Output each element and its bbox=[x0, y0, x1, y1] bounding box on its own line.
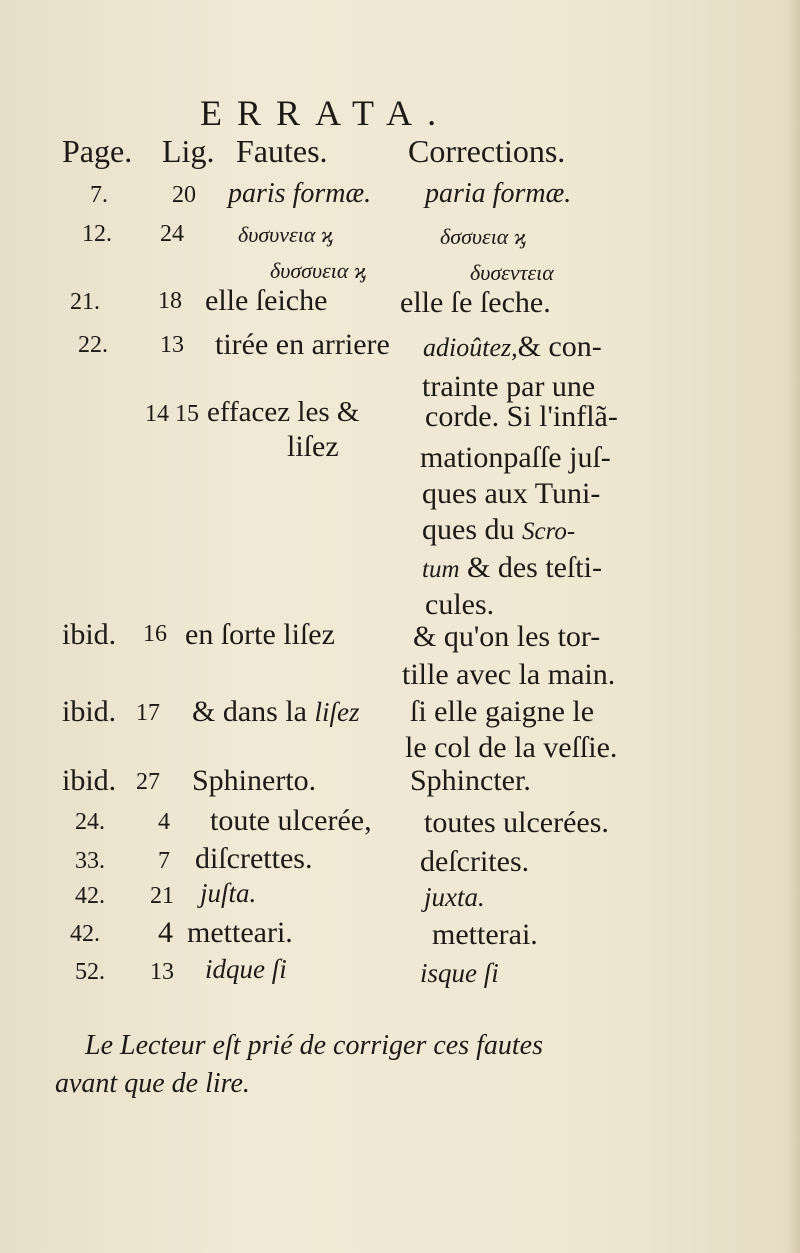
row-page: ibid. bbox=[62, 695, 117, 728]
row-faute: Sphinerto. bbox=[192, 764, 317, 797]
row-correction: paria formæ. bbox=[425, 178, 572, 209]
row-faute: metteari. bbox=[187, 916, 293, 949]
row-correction: deſcrites. bbox=[420, 845, 530, 878]
row-page: 24. bbox=[75, 809, 105, 835]
row-page: ibid. bbox=[62, 618, 117, 651]
row-correction: δυσεντεια bbox=[470, 260, 554, 285]
row-faute: toute ulcerée, bbox=[210, 804, 372, 837]
row-correction: corde. Si l'inflã- bbox=[425, 400, 618, 433]
row-page: 33. bbox=[75, 848, 105, 874]
row-lig: 4 bbox=[158, 809, 170, 835]
row-lig: 20 bbox=[172, 182, 196, 208]
row-correction: tille avec la main. bbox=[402, 658, 616, 691]
row-page: ibid. bbox=[62, 764, 117, 797]
row-correction: Sphincter. bbox=[410, 764, 531, 797]
row-faute: diſcrettes. bbox=[195, 842, 313, 875]
row-faute: δυσσυεια ϗ bbox=[270, 258, 367, 283]
header-fautes: Fautes. bbox=[236, 133, 328, 169]
row-lig: 4 bbox=[158, 916, 173, 949]
header-corrections: Corrections. bbox=[408, 133, 566, 169]
row-faute: juſta. bbox=[200, 878, 257, 908]
row-faute: & dans la liſez bbox=[192, 695, 360, 728]
row-correction: ques aux Tuni- bbox=[422, 477, 601, 510]
row-faute: tirée en arriere bbox=[215, 328, 390, 361]
row-lig: 7 bbox=[158, 848, 170, 874]
row-correction: δσσυεια ϗ bbox=[440, 224, 527, 249]
row-correction: mationpaſſe juſ- bbox=[420, 441, 611, 474]
row-lig: 17 bbox=[136, 700, 160, 726]
header-page: Page. bbox=[62, 133, 133, 169]
row-lig: 24 bbox=[160, 221, 184, 247]
row-correction: le col de la veſſie. bbox=[405, 731, 618, 764]
row-faute: en ſorte liſez bbox=[185, 618, 335, 651]
row-faute: effacez les & bbox=[207, 396, 360, 428]
row-page: 52. bbox=[75, 959, 105, 985]
row-lig: 16 bbox=[143, 621, 167, 647]
row-lig: 21 bbox=[150, 883, 174, 909]
row-correction: trainte par une bbox=[422, 370, 596, 403]
row-page: 22. bbox=[78, 332, 108, 358]
row-correction: ſi elle gaigne le bbox=[410, 695, 595, 728]
page-edge bbox=[786, 0, 800, 1253]
row-correction: isque ſi bbox=[420, 958, 499, 988]
row-faute: liſez bbox=[287, 430, 339, 463]
row-faute: elle ſeiche bbox=[205, 284, 328, 317]
row-page: 21. bbox=[70, 289, 100, 315]
row-correction: cules. bbox=[425, 588, 495, 621]
row-correction: ques du Scro- bbox=[422, 513, 576, 546]
row-correction: adioûtez,& con- bbox=[423, 330, 602, 363]
reader-note-line1: Le Lecteur eſt prié de corriger ces fautes bbox=[85, 1030, 544, 1061]
row-page: 42. bbox=[70, 921, 100, 947]
row-lig: 13 bbox=[150, 959, 174, 985]
header-lig: Lig. bbox=[162, 133, 215, 169]
row-correction: tum & des teſti- bbox=[422, 551, 602, 584]
row-lig: 27 bbox=[136, 769, 160, 795]
row-page: 12. bbox=[82, 221, 112, 247]
row-page: 7. bbox=[90, 182, 108, 208]
row-page: 42. bbox=[75, 883, 105, 909]
row-correction: toutes ulcerées. bbox=[424, 806, 609, 839]
row-faute: δυσυνεια ϗ bbox=[238, 222, 334, 247]
row-lig: 13 bbox=[160, 332, 184, 358]
row-correction: elle ſe ſeche. bbox=[400, 286, 551, 319]
row-correction: juxta. bbox=[424, 882, 485, 912]
row-faute: idque ſi bbox=[205, 954, 287, 984]
page-title: ERRATA. bbox=[200, 93, 452, 133]
row-correction: metterai. bbox=[432, 918, 538, 951]
row-lig: 18 bbox=[158, 288, 182, 314]
row-faute: paris formæ. bbox=[228, 178, 372, 209]
reader-note-line2: avant que de lire. bbox=[55, 1068, 250, 1099]
row-correction: & qu'on les tor- bbox=[413, 620, 601, 653]
row-lig: 14 15 bbox=[145, 401, 199, 427]
